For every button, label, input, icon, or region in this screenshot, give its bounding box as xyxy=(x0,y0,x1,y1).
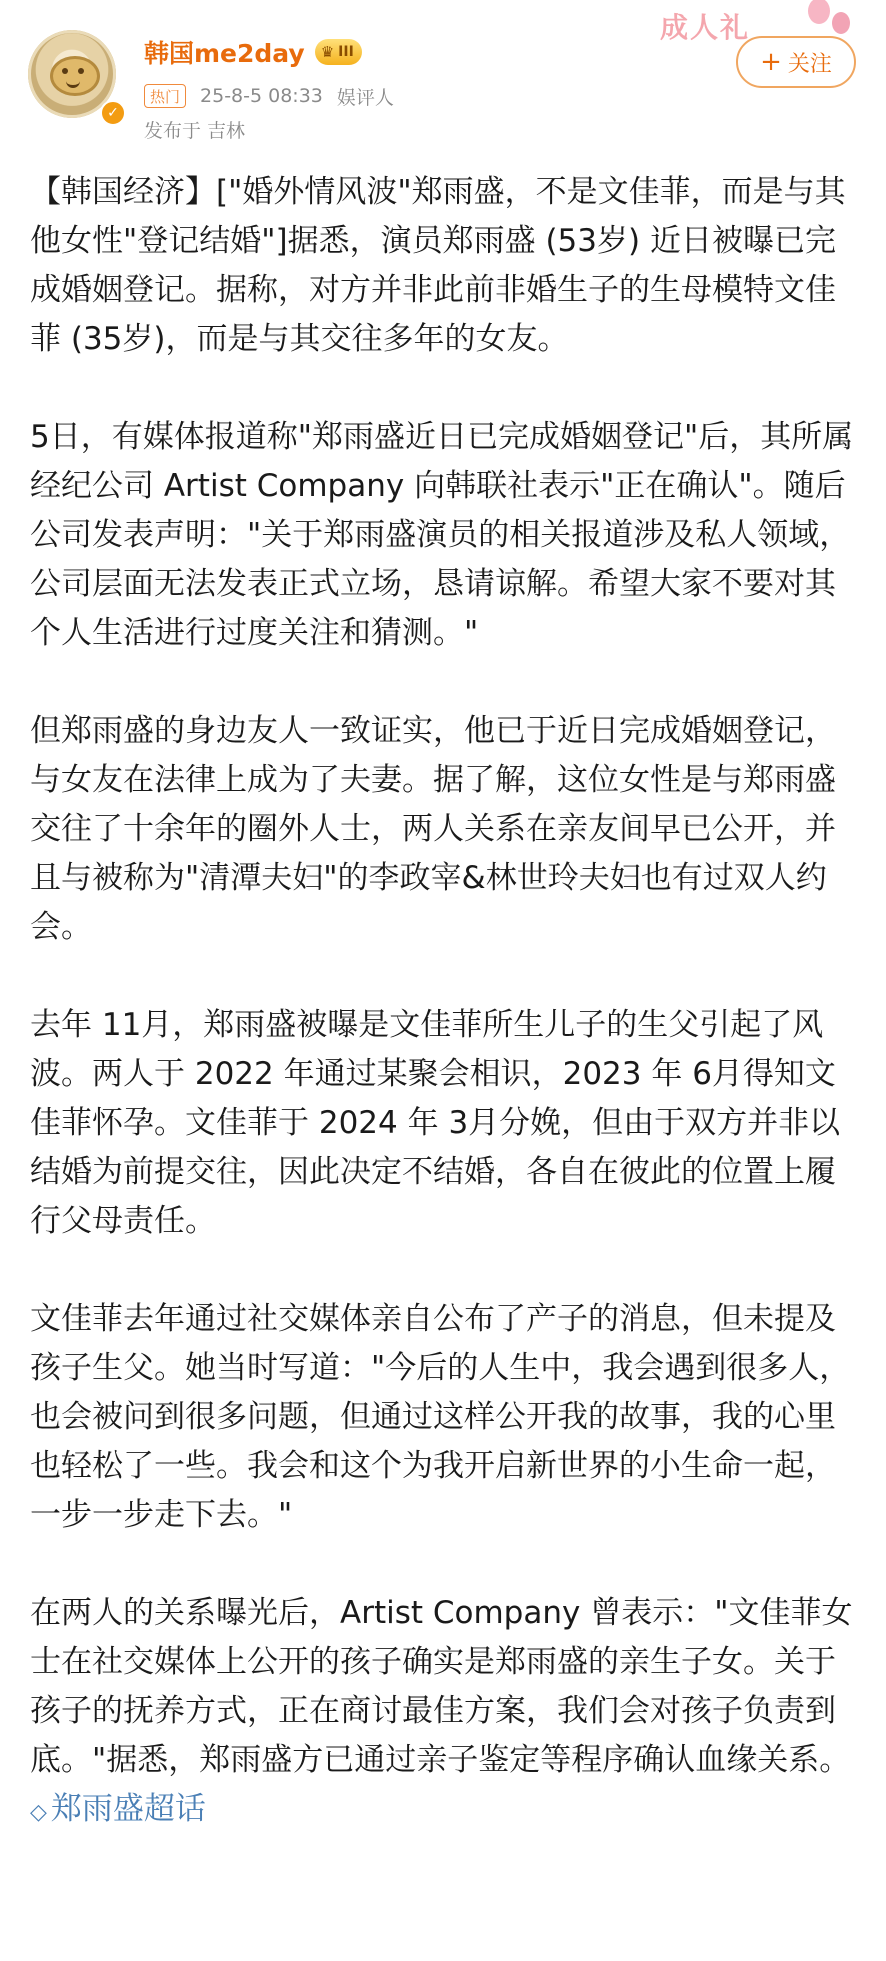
post-paragraph: 5日，有媒体报道称"郑雨盛近日已完成婚姻登记"后，其所属经纪公司 Artist Company 向韩联社表示"正在确认"。随后公司发表声明："关于郑雨盛演员的相关报道涉及私人领域，公司层面无法发表正式立场，恳请谅解。希望大家不要对其个人生活进行过度关注和猜测。" xyxy=(30,419,854,651)
topic-link-label: 郑雨盛超话 xyxy=(50,1791,206,1827)
level-badge-label: III xyxy=(338,44,354,60)
level-badge[interactable] xyxy=(315,39,362,65)
balloon-icon xyxy=(832,12,850,34)
avatar-face xyxy=(50,56,100,96)
avatar-eye xyxy=(78,68,84,74)
author-name-row xyxy=(144,32,362,72)
post-header xyxy=(0,0,886,150)
plus-icon: + xyxy=(760,47,782,77)
hot-tag: 热门 xyxy=(144,84,186,108)
verified-icon: ✓ xyxy=(100,100,126,126)
crown-icon: ♛ xyxy=(320,43,335,61)
author-category: 娱评人 xyxy=(336,86,394,109)
post-location: 发布于 吉林 xyxy=(144,120,246,142)
post-paragraph-text: 在两人的关系曝光后，Artist Company 曾表示："文佳菲女士在社交媒体上公开的孩子确实是郑雨盛的亲生子女。关于孩子的抚养方式，正在商讨最佳方案，我们会对孩子负责到底。"据悉，郑雨盛方已通过亲子鉴定等程序确认血缘关系。 xyxy=(30,1595,853,1778)
decoration-text: 成人礼 xyxy=(660,11,751,44)
super-topic-icon: ◇ xyxy=(30,1800,47,1825)
post-body xyxy=(30,168,856,1837)
avatar-eye xyxy=(62,68,68,74)
follow-button-label: 关注 xyxy=(787,51,832,77)
follow-button[interactable] xyxy=(736,36,856,88)
post-timestamp: 25-8-5 08:33 xyxy=(200,85,323,107)
post-paragraph: 但郑雨盛的身边友人一致证实，他已于近日完成婚姻登记，与女友在法律上成为了夫妻。据了解，这位女性是与郑雨盛交往了十余年的圈外人士，两人关系在亲友间早已公开，并且与被称为"清潭夫妇"的李政宰&林世玲夫妇也有过双人约会。 xyxy=(30,713,836,945)
balloon-icon xyxy=(808,0,830,24)
post-paragraph: 去年 11月，郑雨盛被曝是文佳菲所生儿子的生父引起了风波。两人于 2022 年通过某聚会相识，2023 年 6月得知文佳菲怀孕。文佳菲于 2024 年 3月分娩，但由于双方并非以结婚为前提交往，因此决定不结婚，各自在彼此的位置上履行父母责任。 xyxy=(30,1007,841,1239)
post-paragraph: 【韩国经济】["婚外情风波"郑雨盛，不是文佳菲，而是与其他女性"登记结婚"]据悉，演员郑雨盛 (53岁) 近日被曝已完成婚姻登记。据称，对方并非此前非婚生子的生母模特文佳菲 (35岁)，而是与其交往多年的女友。 xyxy=(30,174,846,357)
decoration-banner xyxy=(660,6,860,44)
post-meta xyxy=(144,82,394,110)
post-paragraph: 文佳菲去年通过社交媒体亲自公布了产子的消息，但未提及孩子生父。她当时写道："今后的人生中，我会遇到很多人，也会被问到很多问题，但通过这样公开我的故事，我的心里也轻松了一些。我会和这个为我开启新世界的小生命一起，一步一步走下去。" xyxy=(30,1301,851,1533)
topic-link[interactable] xyxy=(30,1791,206,1827)
author-avatar[interactable] xyxy=(28,30,119,121)
post-paragraph-last xyxy=(30,1589,856,1837)
author-username[interactable]: 韩国me2day xyxy=(144,39,305,68)
